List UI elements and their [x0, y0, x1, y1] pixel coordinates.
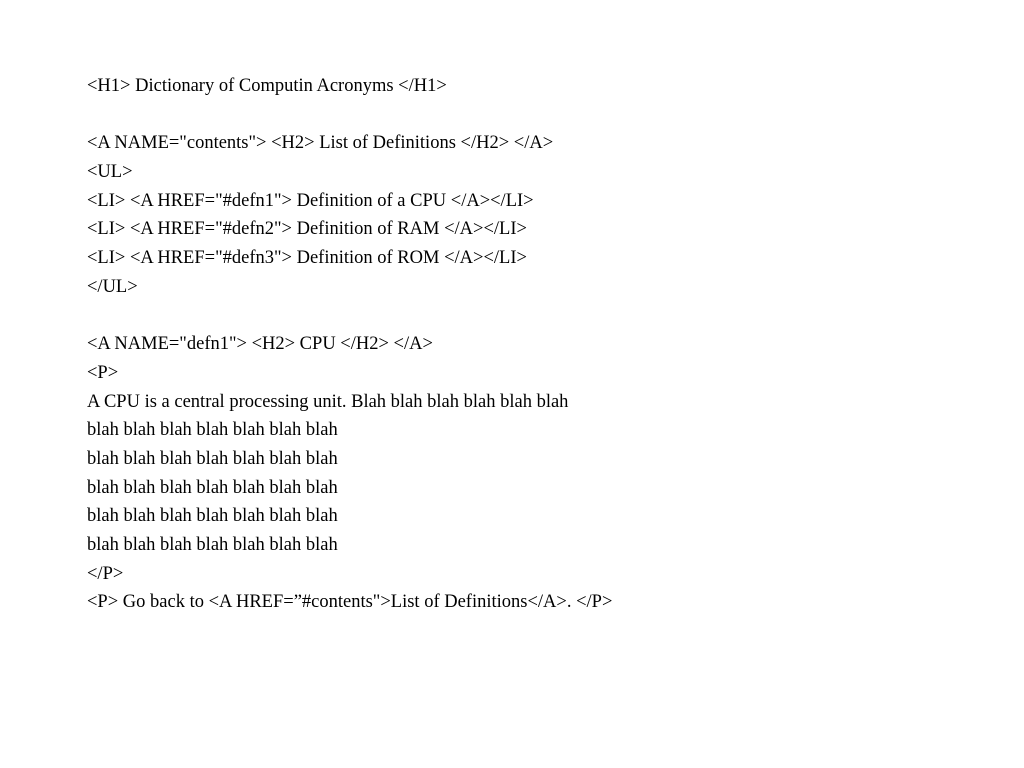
code-line-ul-close: </UL> [87, 276, 138, 297]
code-line-paragraph-text: blah blah blah blah blah blah blah [87, 448, 338, 469]
code-line-p-close: </P> [87, 563, 124, 584]
html-code-listing [87, 72, 987, 617]
code-line-contents-anchor: <A NAME="contents"> <H2> List of Definitions </H2> </A> [87, 133, 554, 154]
code-line-paragraph-text: A CPU is a central processing unit. Blah blah blah blah blah blah [87, 391, 569, 412]
code-line-li-rom: <LI> <A HREF="#defn3"> Definition of ROM </A></LI> [87, 248, 527, 269]
code-line-li-cpu: <LI> <A HREF="#defn1"> Definition of a CPU </A></LI> [87, 190, 534, 211]
code-line-go-back: <P> Go back to <A HREF=”#contents">List of Definitions</A>. </P> [87, 592, 613, 613]
code-line-p-open: <P> [87, 362, 119, 383]
code-line-paragraph-text: blah blah blah blah blah blah blah [87, 506, 338, 527]
code-line-h1: <H1> Dictionary of Computin Acronyms </H1> [87, 76, 447, 96]
code-line-paragraph-text: blah blah blah blah blah blah blah [87, 535, 338, 555]
blank-line [87, 101, 987, 130]
code-line-paragraph-text: blah blah blah blah blah blah blah [87, 420, 338, 441]
blank-line [87, 302, 987, 331]
code-line-ul-open: <UL> [87, 162, 133, 183]
code-line-li-ram: <LI> <A HREF="#defn2"> Definition of RAM </A></LI> [87, 219, 527, 240]
code-line-defn1-anchor: <A NAME="defn1"> <H2> CPU </H2> </A> [87, 334, 433, 355]
code-line-paragraph-text: blah blah blah blah blah blah blah [87, 477, 338, 498]
